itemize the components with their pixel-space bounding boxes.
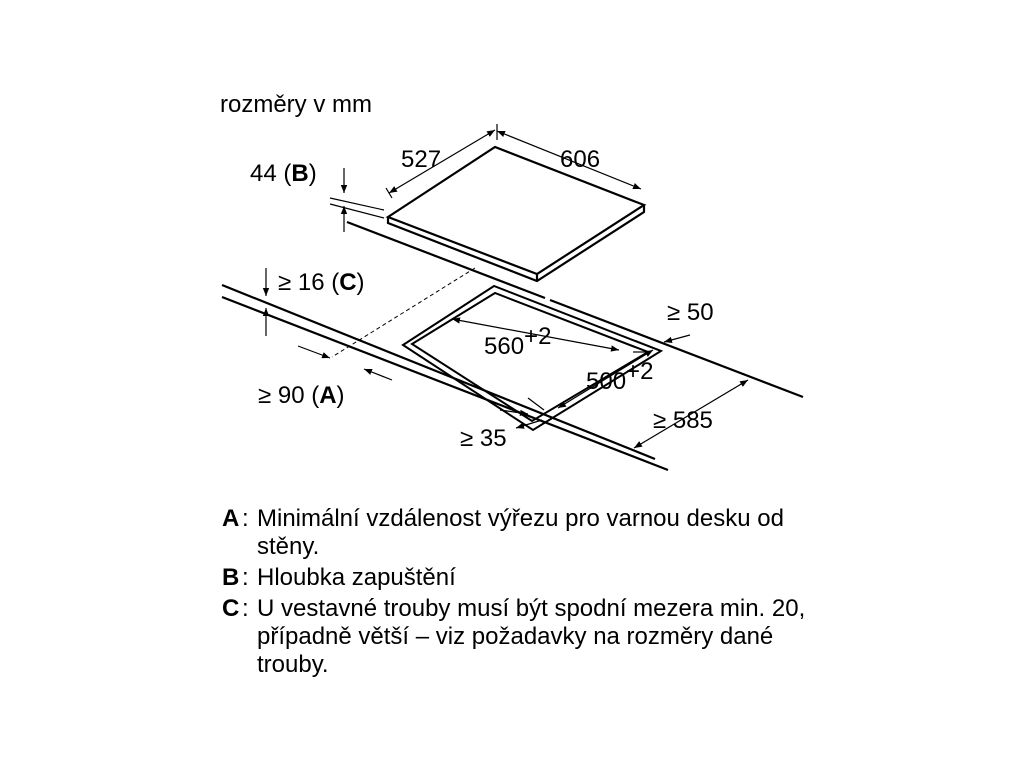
cutout-inner <box>412 293 648 421</box>
dim-44-label: 44 (B) <box>250 160 317 187</box>
dim-44-ext-bottom <box>330 204 384 218</box>
dim-585-label: ≥ 585 <box>653 407 713 434</box>
dim-44 <box>250 160 384 232</box>
dim-500-label: 500+2 <box>586 358 654 395</box>
dim-585 <box>634 380 748 448</box>
note-text: U vestavné trouby musí být spodní mezera min. 20, případně větší – viz požadavky na rozměry dané trouby. <box>257 595 806 678</box>
dim-90-arrow-right <box>364 369 392 380</box>
dim-527-ext <box>386 188 392 198</box>
note-text: Minimální vzdálenost výřezu pro varnou desku od stěny. <box>257 505 784 560</box>
note-text: Hloubka zapuštění <box>257 564 456 591</box>
note-b <box>222 564 822 592</box>
note-key: A <box>222 505 240 532</box>
dim-527-label: 527 <box>401 146 442 173</box>
note-key: C <box>222 595 240 622</box>
dim-90-arrow-left <box>298 346 330 358</box>
note-colon: : <box>242 595 249 622</box>
dim-35-label: ≥ 35 <box>460 425 507 452</box>
dim-90-label: ≥ 90 (A) <box>258 382 345 409</box>
dim-44-ext-top <box>330 198 384 210</box>
note-colon: : <box>242 564 249 591</box>
note-colon: : <box>242 505 249 532</box>
dim-16-label: ≥ 16 (C) <box>278 269 365 296</box>
worktop <box>222 285 803 470</box>
legend-notes <box>222 505 822 679</box>
dim-560-label: 560+2 <box>484 323 552 360</box>
dim-50-label: ≥ 50 <box>667 299 714 326</box>
note-c <box>222 595 822 679</box>
dim-606-label: 606 <box>560 146 601 173</box>
unit-label: rozměry v mm <box>220 91 372 118</box>
note-key: B <box>222 564 240 591</box>
dim-50-arrow <box>664 335 690 342</box>
note-a <box>222 505 822 561</box>
dim-16 <box>266 268 365 336</box>
dim-500 <box>528 350 653 410</box>
